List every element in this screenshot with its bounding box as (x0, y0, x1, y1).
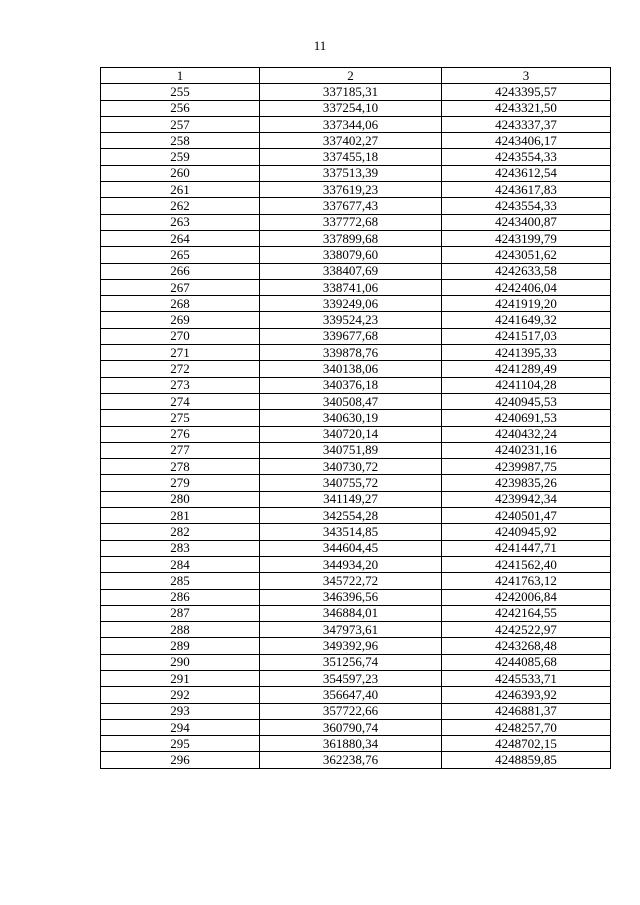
x-coordinate-cell: 344604,45 (260, 540, 442, 556)
y-coordinate-cell: 4241289,49 (442, 361, 611, 377)
table-row (101, 703, 611, 719)
table-row (101, 182, 611, 198)
point-number-cell: 286 (101, 589, 260, 605)
x-coordinate-cell: 337772,68 (260, 214, 442, 230)
x-coordinate-cell: 337344,06 (260, 116, 442, 132)
x-coordinate-cell: 361880,34 (260, 736, 442, 752)
point-number-cell: 262 (101, 198, 260, 214)
table-row (101, 426, 611, 442)
x-coordinate-cell: 351256,74 (260, 654, 442, 670)
table-row (101, 116, 611, 132)
x-coordinate-cell: 343514,85 (260, 524, 442, 540)
y-coordinate-cell: 4242406,04 (442, 279, 611, 295)
y-coordinate-cell: 4243051,62 (442, 247, 611, 263)
table-row (101, 556, 611, 572)
x-coordinate-cell: 356647,40 (260, 687, 442, 703)
table-row (101, 279, 611, 295)
point-number-cell: 261 (101, 182, 260, 198)
y-coordinate-cell: 4243617,83 (442, 182, 611, 198)
x-coordinate-cell: 337619,23 (260, 182, 442, 198)
y-coordinate-cell: 4240945,92 (442, 524, 611, 540)
x-coordinate-cell: 339878,76 (260, 345, 442, 361)
table-row (101, 214, 611, 230)
x-coordinate-cell: 340751,89 (260, 442, 442, 458)
coordinates-table (100, 67, 611, 769)
y-coordinate-cell: 4242633,58 (442, 263, 611, 279)
x-coordinate-cell: 341149,27 (260, 491, 442, 507)
table-row (101, 508, 611, 524)
point-number-cell: 257 (101, 116, 260, 132)
x-coordinate-cell: 357722,66 (260, 703, 442, 719)
x-coordinate-cell: 337254,10 (260, 100, 442, 116)
point-number-cell: 271 (101, 345, 260, 361)
y-coordinate-cell: 4241649,32 (442, 312, 611, 328)
y-coordinate-cell: 4243268,48 (442, 638, 611, 654)
x-coordinate-cell: 344934,20 (260, 556, 442, 572)
table-row (101, 361, 611, 377)
point-number-cell: 278 (101, 459, 260, 475)
x-coordinate-cell: 346396,56 (260, 589, 442, 605)
y-coordinate-cell: 4239942,34 (442, 491, 611, 507)
table-row (101, 312, 611, 328)
table-row (101, 296, 611, 312)
table-row (101, 133, 611, 149)
y-coordinate-cell: 4243406,17 (442, 133, 611, 149)
point-number-cell: 289 (101, 638, 260, 654)
point-number-cell: 258 (101, 133, 260, 149)
y-coordinate-cell: 4245533,71 (442, 670, 611, 686)
point-number-cell: 268 (101, 296, 260, 312)
point-number-cell: 292 (101, 687, 260, 703)
x-coordinate-cell: 340138,06 (260, 361, 442, 377)
x-coordinate-cell: 340376,18 (260, 377, 442, 393)
point-number-cell: 290 (101, 654, 260, 670)
point-number-cell: 288 (101, 622, 260, 638)
table-row (101, 410, 611, 426)
point-number-cell: 255 (101, 84, 260, 100)
y-coordinate-cell: 4241104,28 (442, 377, 611, 393)
x-coordinate-cell: 339524,23 (260, 312, 442, 328)
table-row (101, 638, 611, 654)
y-coordinate-cell: 4240432,24 (442, 426, 611, 442)
table-row (101, 491, 611, 507)
point-number-cell: 266 (101, 263, 260, 279)
point-number-cell: 293 (101, 703, 260, 719)
y-coordinate-cell: 4243554,33 (442, 149, 611, 165)
table-row (101, 736, 611, 752)
table-row (101, 459, 611, 475)
header-cell-2: 2 (260, 68, 442, 84)
table-row (101, 622, 611, 638)
point-number-cell: 272 (101, 361, 260, 377)
y-coordinate-cell: 4243400,87 (442, 214, 611, 230)
y-coordinate-cell: 4241447,71 (442, 540, 611, 556)
x-coordinate-cell: 340630,19 (260, 410, 442, 426)
y-coordinate-cell: 4248257,70 (442, 719, 611, 735)
table-row (101, 475, 611, 491)
y-coordinate-cell: 4248859,85 (442, 752, 611, 768)
point-number-cell: 296 (101, 752, 260, 768)
y-coordinate-cell: 4244085,68 (442, 654, 611, 670)
x-coordinate-cell: 337899,68 (260, 230, 442, 246)
table-row (101, 719, 611, 735)
y-coordinate-cell: 4246881,37 (442, 703, 611, 719)
y-coordinate-cell: 4248702,15 (442, 736, 611, 752)
y-coordinate-cell: 4243612,54 (442, 165, 611, 181)
table-row (101, 263, 611, 279)
table-row (101, 393, 611, 409)
table-row (101, 345, 611, 361)
table-row (101, 589, 611, 605)
table-row (101, 165, 611, 181)
table-row (101, 149, 611, 165)
point-number-cell: 274 (101, 393, 260, 409)
y-coordinate-cell: 4241517,03 (442, 328, 611, 344)
y-coordinate-cell: 4242522,97 (442, 622, 611, 638)
table-row (101, 752, 611, 768)
x-coordinate-cell: 349392,96 (260, 638, 442, 654)
y-coordinate-cell: 4240691,53 (442, 410, 611, 426)
x-coordinate-cell: 340755,72 (260, 475, 442, 491)
y-coordinate-cell: 4246393,92 (442, 687, 611, 703)
y-coordinate-cell: 4242006,84 (442, 589, 611, 605)
page-number: 11 (313, 38, 327, 53)
table-row (101, 328, 611, 344)
y-coordinate-cell: 4240945,53 (442, 393, 611, 409)
point-number-cell: 269 (101, 312, 260, 328)
point-number-cell: 277 (101, 442, 260, 458)
point-number-cell: 275 (101, 410, 260, 426)
table-row (101, 84, 611, 100)
x-coordinate-cell: 338407,69 (260, 263, 442, 279)
table-row (101, 540, 611, 556)
table-row (101, 100, 611, 116)
point-number-cell: 281 (101, 508, 260, 524)
table-row (101, 442, 611, 458)
point-number-cell: 287 (101, 605, 260, 621)
y-coordinate-cell: 4241562,40 (442, 556, 611, 572)
x-coordinate-cell: 337455,18 (260, 149, 442, 165)
table-row (101, 670, 611, 686)
y-coordinate-cell: 4241919,20 (442, 296, 611, 312)
x-coordinate-cell: 337402,27 (260, 133, 442, 149)
x-coordinate-cell: 337185,31 (260, 84, 442, 100)
point-number-cell: 294 (101, 719, 260, 735)
point-number-cell: 256 (101, 100, 260, 116)
x-coordinate-cell: 338079,60 (260, 247, 442, 263)
y-coordinate-cell: 4243337,37 (442, 116, 611, 132)
table-row (101, 687, 611, 703)
point-number-cell: 267 (101, 279, 260, 295)
y-coordinate-cell: 4240231,16 (442, 442, 611, 458)
point-number-cell: 279 (101, 475, 260, 491)
x-coordinate-cell: 339249,06 (260, 296, 442, 312)
x-coordinate-cell: 346884,01 (260, 605, 442, 621)
x-coordinate-cell: 337513,39 (260, 165, 442, 181)
point-number-cell: 280 (101, 491, 260, 507)
x-coordinate-cell: 340508,47 (260, 393, 442, 409)
y-coordinate-cell: 4241395,33 (442, 345, 611, 361)
table-row (101, 230, 611, 246)
y-coordinate-cell: 4243321,50 (442, 100, 611, 116)
point-number-cell: 285 (101, 573, 260, 589)
y-coordinate-cell: 4241763,12 (442, 573, 611, 589)
x-coordinate-cell: 354597,23 (260, 670, 442, 686)
x-coordinate-cell: 362238,76 (260, 752, 442, 768)
table-row (101, 573, 611, 589)
point-number-cell: 295 (101, 736, 260, 752)
point-number-cell: 259 (101, 149, 260, 165)
x-coordinate-cell: 337677,43 (260, 198, 442, 214)
y-coordinate-cell: 4243554,33 (442, 198, 611, 214)
table-row (101, 524, 611, 540)
x-coordinate-cell: 360790,74 (260, 719, 442, 735)
x-coordinate-cell: 345722,72 (260, 573, 442, 589)
table-row (101, 377, 611, 393)
x-coordinate-cell: 347973,61 (260, 622, 442, 638)
y-coordinate-cell: 4243199,79 (442, 230, 611, 246)
point-number-cell: 291 (101, 670, 260, 686)
point-number-cell: 265 (101, 247, 260, 263)
point-number-cell: 283 (101, 540, 260, 556)
header-cell-1: 1 (101, 68, 260, 84)
point-number-cell: 282 (101, 524, 260, 540)
y-coordinate-cell: 4243395,57 (442, 84, 611, 100)
y-coordinate-cell: 4239987,75 (442, 459, 611, 475)
table-header-row (101, 68, 611, 84)
x-coordinate-cell: 338741,06 (260, 279, 442, 295)
x-coordinate-cell: 340720,14 (260, 426, 442, 442)
table-row (101, 605, 611, 621)
x-coordinate-cell: 340730,72 (260, 459, 442, 475)
table-body (101, 68, 611, 769)
table-row (101, 654, 611, 670)
point-number-cell: 276 (101, 426, 260, 442)
x-coordinate-cell: 339677,68 (260, 328, 442, 344)
x-coordinate-cell: 342554,28 (260, 508, 442, 524)
point-number-cell: 260 (101, 165, 260, 181)
point-number-cell: 263 (101, 214, 260, 230)
y-coordinate-cell: 4242164,55 (442, 605, 611, 621)
point-number-cell: 270 (101, 328, 260, 344)
point-number-cell: 284 (101, 556, 260, 572)
point-number-cell: 264 (101, 230, 260, 246)
table-row (101, 198, 611, 214)
y-coordinate-cell: 4240501,47 (442, 508, 611, 524)
point-number-cell: 273 (101, 377, 260, 393)
header-cell-3: 3 (442, 68, 611, 84)
table-row (101, 247, 611, 263)
y-coordinate-cell: 4239835,26 (442, 475, 611, 491)
